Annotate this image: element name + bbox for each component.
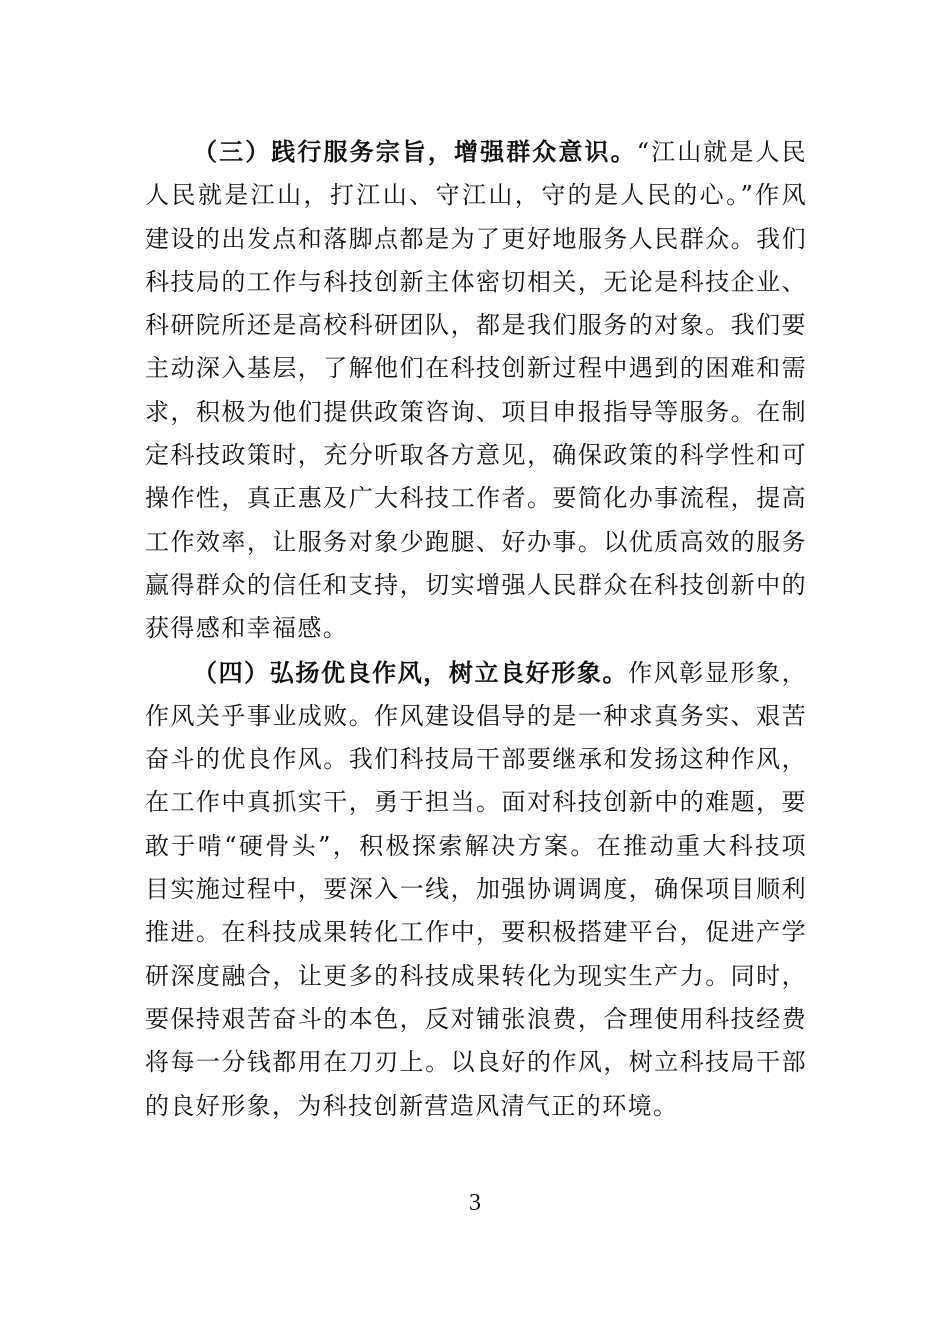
paragraph-service-purpose xyxy=(145,130,807,651)
paragraph-text: 作风彰显形象，作风关乎事业成败。作风建设倡导的是一种求真务实、艰苦奋斗的优良作风。我们科技局干部要继承和发扬这种作风，在工作中真抓实干，勇于担当。面对科技创新中的难题，要敢于啃“硬骨头”，积极探索解决方案。在推动重大科技项目实施过程中，要深入一线，加强协调调度，确保项目顺利推进。在科技成果转化工作中，要积极搭建平台，促进产学研深度融合，让更多的科技成果转化为现实生产力。同时，要保持艰苦奋斗的本色，反对铺张浪费，合理使用科技经费将每一分钱都用在刀刃上。以良好的作风，树立科技局干部的良好形象，为科技创新营造风清气正的环境。 xyxy=(145,658,807,1120)
paragraph-heading: （四）弘扬优良作风，树立良好形象。 xyxy=(193,657,629,687)
paragraph-good-style xyxy=(145,651,807,1128)
document-body xyxy=(145,130,807,1128)
paragraph-heading: （三）践行服务宗旨，增强群众意识。 xyxy=(193,137,637,166)
paragraph-text: “江山就是人民人民就是江山，打江山、守江山，守的是人民的心。”作风建设的出发点和落脚点都是为了更好地服务人民群众。我们科技局的工作与科技创新主体密切相关，无论是科技企业、科研院所还是高校科研团队，都是我们服务的对象。我们要主动深入基层，了解他们在科技创新过程中遇到的困难和需求，积极为他们提供政策咨询、项目申报指导等服务。在制定科技政策时，充分听取各方意见，确保政策的科学性和可操作性，真正惠及广大科技工作者。要简化办事流程，提高工作效率，让服务对象少跑腿、好办事。以优质高效的服务赢得群众的信任和支持，切实增强人民群众在科技创新中的获得感和幸福感。 xyxy=(145,138,807,643)
page-number: 3 xyxy=(469,1190,481,1216)
